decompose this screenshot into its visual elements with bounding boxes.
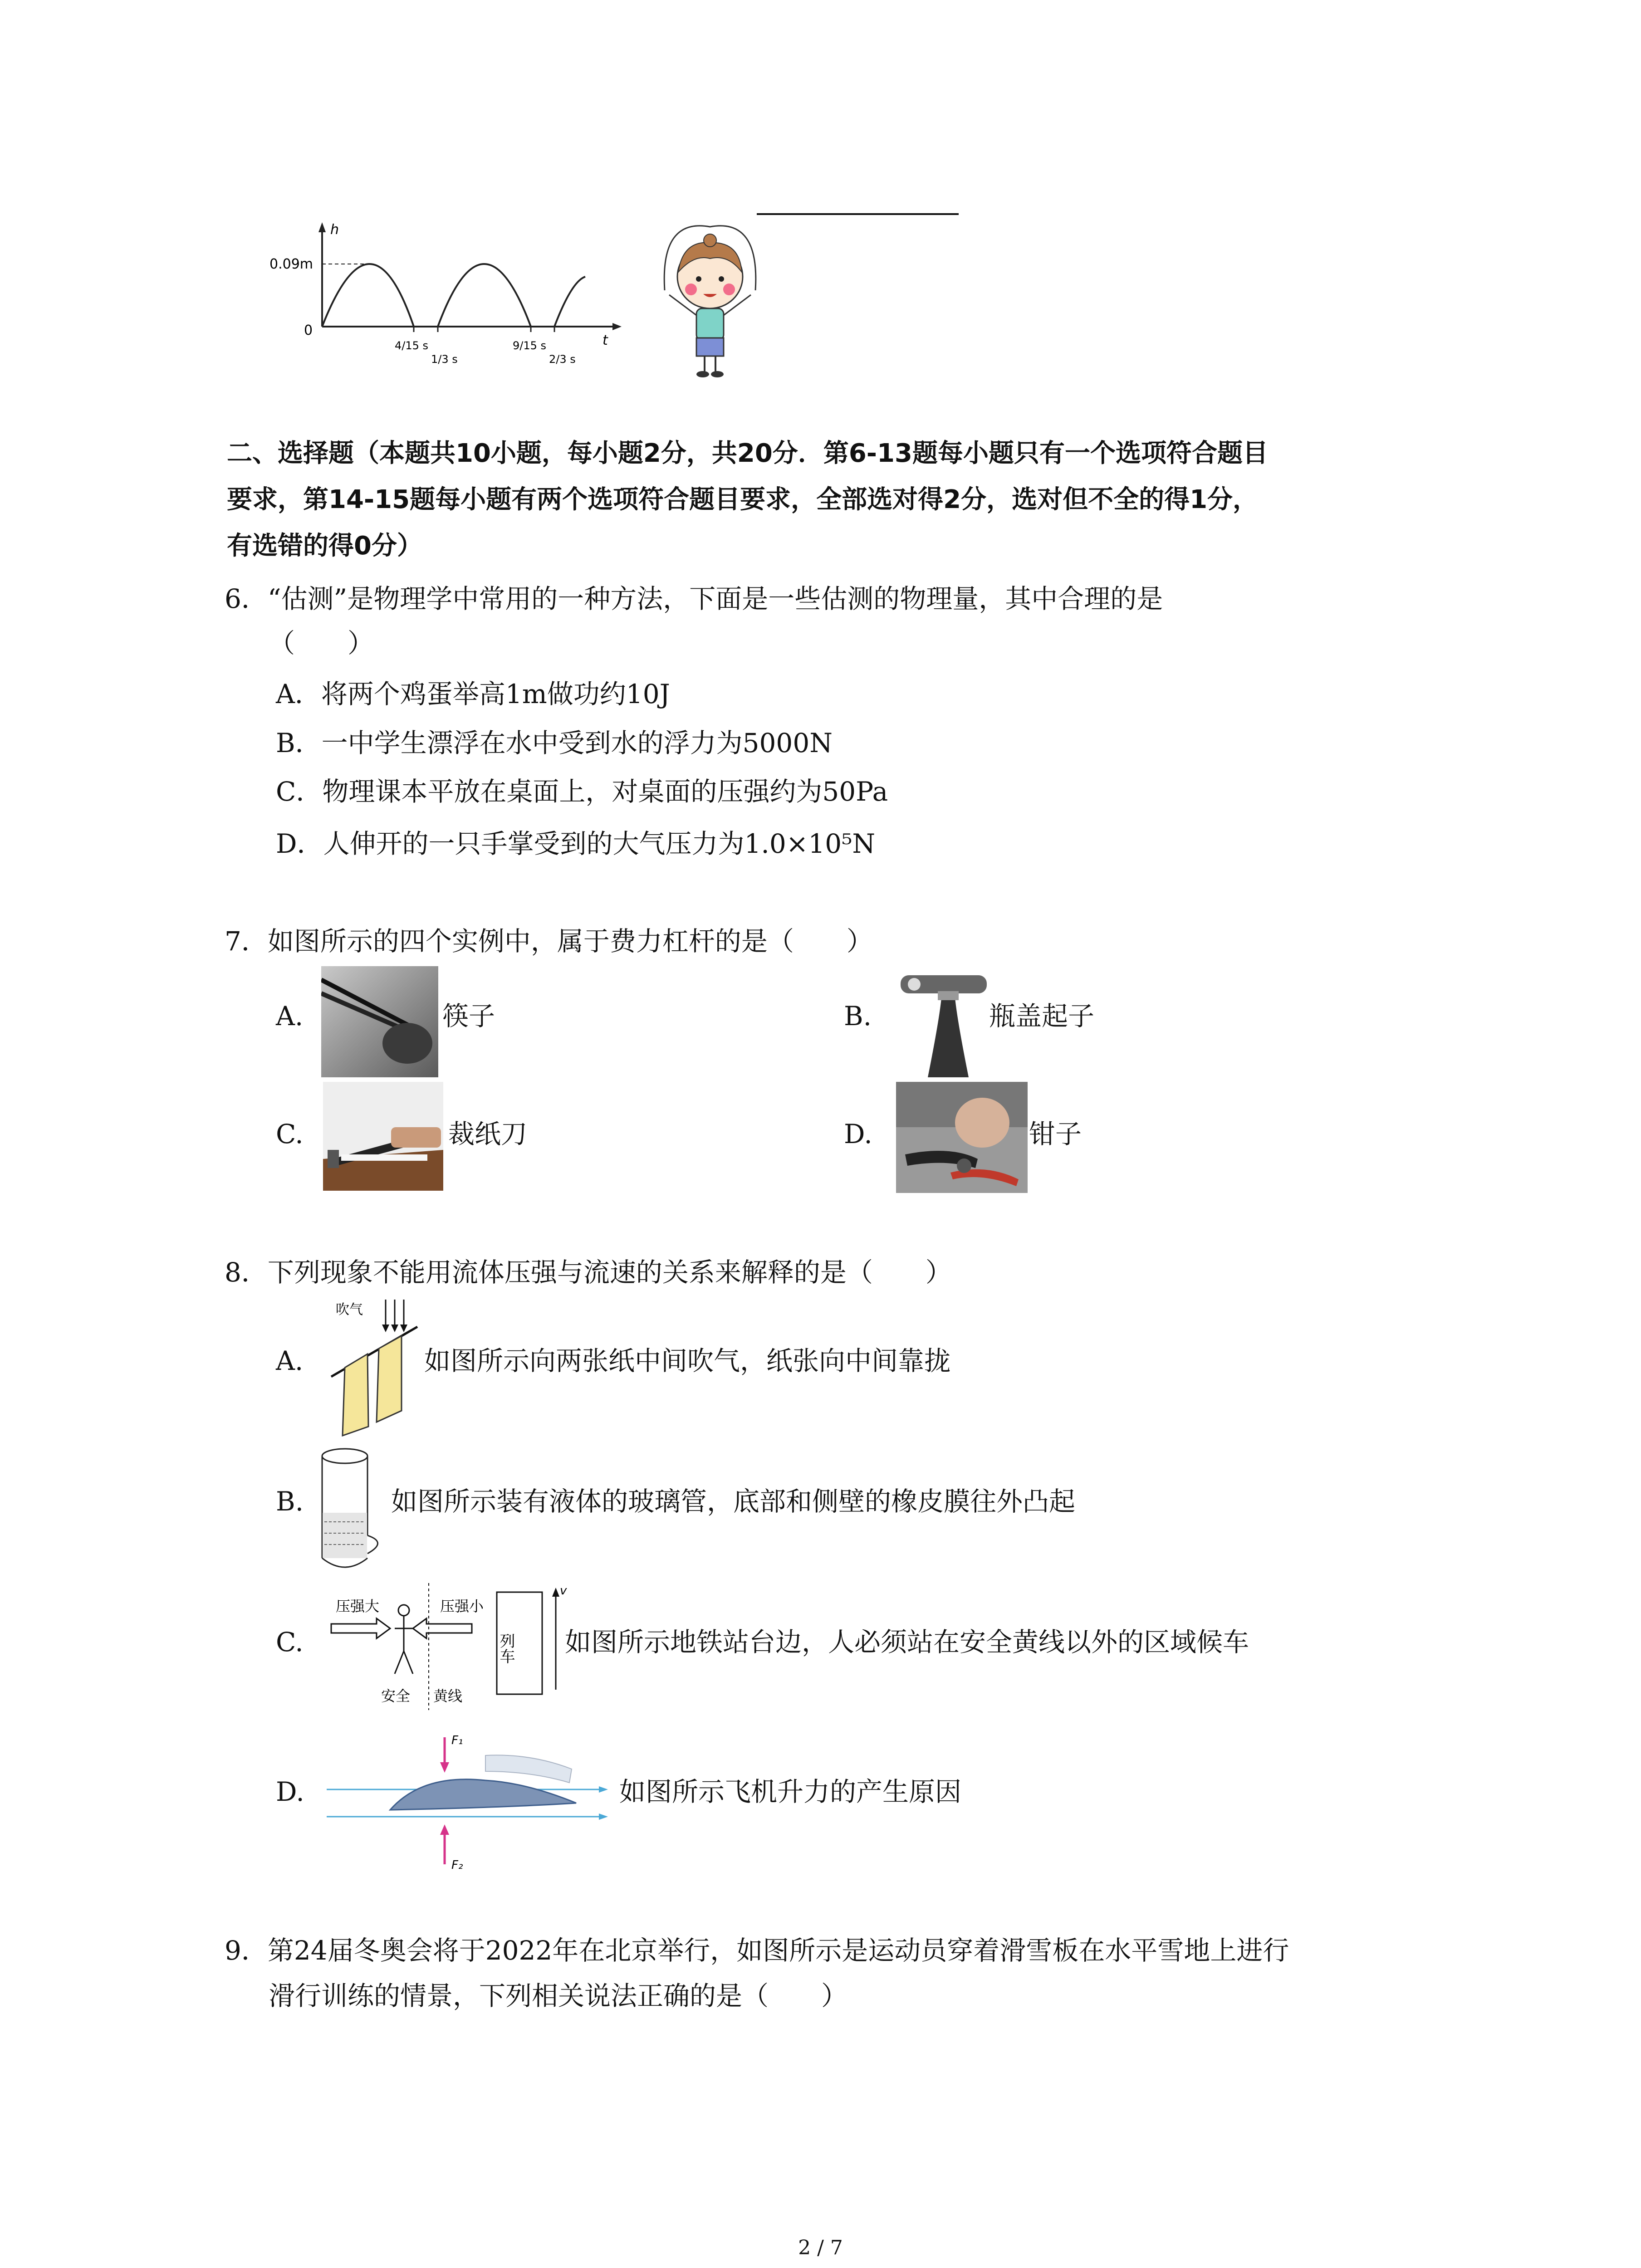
q7-option-d-letter: D.: [844, 1119, 872, 1149]
q7-option-b-label: 瓶盖起子: [989, 1001, 1095, 1031]
q8-option-a-letter: A.: [276, 1345, 304, 1376]
q8-option-a-text: 如图所示向两张纸中间吹气，纸张向中间靠拢: [424, 1345, 951, 1376]
page-number: 2 / 7: [798, 2236, 843, 2259]
graph-y-value: 0.09m: [269, 256, 314, 272]
q6-option-d: D．人伸开的一只手掌受到的大气压力为1.0×10⁵N: [276, 828, 876, 859]
q8-stem: 8．下列现象不能用流体压强与流速的关系来解释的是（ ）: [225, 1257, 952, 1288]
fig-c-safe-label: 安全: [381, 1687, 411, 1705]
q8-option-c-letter: C.: [276, 1627, 304, 1657]
fig-c-left-label: 压强大: [336, 1598, 380, 1615]
q8-option-d-letter: D.: [276, 1776, 304, 1807]
answer-blank-line: [757, 213, 959, 215]
q6-option-c: C．物理课本平放在桌面上，对桌面的压强约为50Pa: [276, 776, 888, 807]
q7-option-c-label: 裁纸刀: [448, 1119, 528, 1149]
q8-option-b-letter: B.: [276, 1486, 304, 1517]
q9-line-1: 9．第24届冬奥会将于2022年在北京举行，如图所示是运动员穿着滑雪板在水平雪地上进行: [225, 1935, 1289, 1966]
fig-c-yellow-label: 黄线: [433, 1687, 463, 1705]
section-heading-line-3: 有选错的得0分）: [227, 531, 422, 561]
q7-option-c-letter: C.: [276, 1119, 304, 1149]
graph-x-tick: 9/15 s: [513, 339, 547, 352]
fig-c-right-label: 压强小: [440, 1598, 484, 1615]
q6-option-a: A．将两个鸡蛋举高1m做功约10J: [276, 679, 670, 709]
section-heading-line-1: 二、选择题（本题共10小题，每小题2分，共20分．第6-13题每小题只有一个选项符合题目: [227, 439, 1268, 468]
q8-option-b-text: 如图所示装有液体的玻璃管，底部和侧壁的橡皮膜往外凸起: [391, 1486, 1076, 1517]
paper-cutter-photo: [323, 1082, 443, 1191]
graph-x-tick: 1/3 s: [431, 353, 458, 366]
q8-option-c-text: 如图所示地铁站台边，人必须站在安全黄线以外的区域候车: [565, 1627, 1249, 1657]
graph-h-label: h: [330, 222, 339, 238]
q9-line-2: 滑行训练的情景，下列相关说法正确的是（ ）: [269, 1980, 848, 2011]
graph-origin: 0: [304, 323, 313, 338]
q7-option-d-label: 钳子: [1029, 1119, 1082, 1149]
blowing-between-papers-diagram: [318, 1295, 426, 1440]
fig-c-v-label: v: [560, 1584, 567, 1598]
graph-t-label: t: [603, 332, 608, 348]
q8-option-d-text: 如图所示飞机升力的产生原因: [619, 1776, 962, 1807]
q6-option-b: B．一中学生漂浮在水中受到水的浮力为5000N: [276, 728, 833, 758]
section-heading-line-2: 要求，第14-15题每小题有两个选项符合题目要求，全部选对得2分，选对但不全的得1分，: [227, 485, 1259, 514]
height-time-graph: [259, 213, 631, 386]
airplane-wing-lift-diagram: [322, 1728, 622, 1873]
subway-safety-line-diagram: [327, 1579, 572, 1715]
q7-stem: 7．如图所示的四个实例中，属于费力杠杆的是（ ）: [225, 926, 873, 957]
graph-x-tick: 2/3 s: [549, 353, 576, 366]
glass-tube-membrane-diagram: [315, 1445, 392, 1581]
q7-option-b-letter: B.: [844, 1001, 872, 1031]
fig-c-train-label: 列车: [497, 1633, 515, 1664]
bottle-opener-photo: [896, 966, 992, 1077]
q6-bracket: （ ）: [269, 628, 374, 659]
fig-d-f1-label: F₁: [451, 1734, 463, 1747]
q7-option-a-letter: A.: [276, 1001, 304, 1031]
graph-x-tick: 4/15 s: [395, 339, 429, 352]
jump-rope-girl-illustration: [651, 222, 769, 386]
pliers-photo: [896, 1082, 1028, 1193]
q6-stem: 6．“估测”是物理学中常用的一种方法，下面是一些估测的物理量，其中合理的是: [225, 583, 1163, 614]
chopsticks-photo: [321, 966, 438, 1077]
fig-a-blow-label: 吹气: [336, 1302, 363, 1318]
fig-d-f2-label: F₂: [451, 1858, 463, 1872]
q7-option-a-label: 筷子: [442, 1001, 495, 1031]
